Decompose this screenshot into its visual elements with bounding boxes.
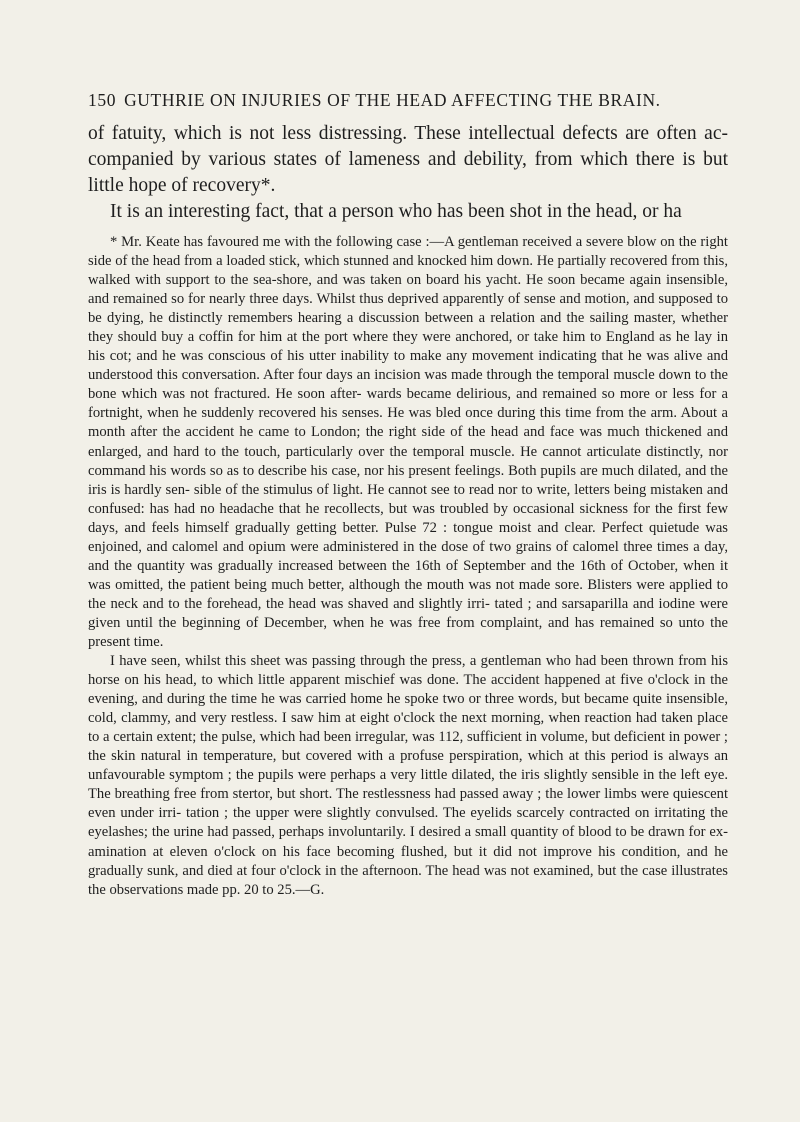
main-text — [88, 121, 728, 225]
running-title: GUTHRIE ON INJURIES OF THE HEAD AFFECTING THE BRAIN. — [124, 90, 661, 110]
footnote-paragraph-2: I have seen, whilst this sheet was passing through the press, a gentleman who had been thrown from his horse on his head, to which little apparent mischief was done. The accident happened at five o'clock in the evening, and during the time he was carried home he spoke two or three words, but became quite insensible, cold, clammy, and very restless. I saw him at eight o'clock the next morning, when reaction had taken place to a certain extent; the pulse, which had been irregular, was 112, sufficient in volume, but deficient in power ; the skin natural in temperature, but covered with a profuse perspiration, which at this period is always an unfavourable symptom ; the pupils were perhaps a very little dilated, the iris slightly sensible in the left eye. The breathing free from stertor, but short. The restlessness had passed away ; the lower limbs were quiescent even under irri- tation ; the upper were slightly convulsed. The eyelids scarcely contracted on irritating the eyelashes; the urine had passed, perhaps involuntarily. I desired a small quantity of blood to be drawn for ex- amination at eleven o'clock on his face becoming flushed, but it did not improve his condition, and he gradually sunk, and died at four o'clock in the afternoon. The head was not examined, but the case illustrates the observations made pp. 20 to 25.—G. — [88, 653, 728, 898]
running-header — [88, 90, 728, 111]
footnote-paragraph-1: * Mr. Keate has favoured me with the following case :—A gentleman received a severe blow on the right side of the head from a loaded stick, which stunned and knocked him down. He partially recovered from this, walked with support to the sea-shore, and was taken on board his yacht. He soon became again insensible, and remained so for nearly three days. Whilst thus deprived apparently of sense and motion, and supposed to be dying, he distinctly remembers hearing a discussion between a relation and the sailing master, whether they should buy a coffin for him at the port where they were anchored, or take him to England as he lay in his cot; and he was conscious of his utter inability to make any movement indicating that he was alive and understood this conversation. After four days an incision was made through the temporal muscle down to the bone which was not fractured. He soon after- wards became delirious, and remained so more or less for a fortnight, when he suddenly recovered his senses. He was bled once during this time from the arm. About a month after the accident he came to London; the right side of the head and face was much thickened and enlarged, and hard to the touch, particularly over the temporal muscle. He cannot articulate distinctly, nor command his words so as to describe his case, nor his present feelings. Both pupils are much dilated, and the iris is hardly sen- sible of the stimulus of light. He cannot see to read nor to write, letters being mistaken and confused: has had no headache that he recollects, but was troubled by occasional sickness for the first few days, and feels himself gradually getting better. Pulse 72 : tongue moist and clear. Perfect quietude was enjoined, and calomel and opium were administered in the dose of two grains of calomel three times a day, and the quantity was gradually increased between the 16th of September and the 16th of October, when it was omitted, the patient being much better, although the mouth was not made sore. Blisters were applied to the neck and to the forehead, the head was shaved and slightly irri- tated ; and sarsaparilla and iodine were given until the beginning of December, when he was free from complaint, and has remained so unto the present time. — [88, 234, 728, 650]
footnote — [88, 233, 728, 900]
page-number: 150 — [88, 90, 117, 110]
main-paragraph-1: of fatuity, which is not less distressing. These intellectual defects are often ac- companied by various states of lameness and debility, from which there is but little hope of recovery*. — [88, 123, 728, 196]
main-paragraph-2: It is an interesting fact, that a person who has been shot in the head, or ha — [110, 201, 682, 222]
